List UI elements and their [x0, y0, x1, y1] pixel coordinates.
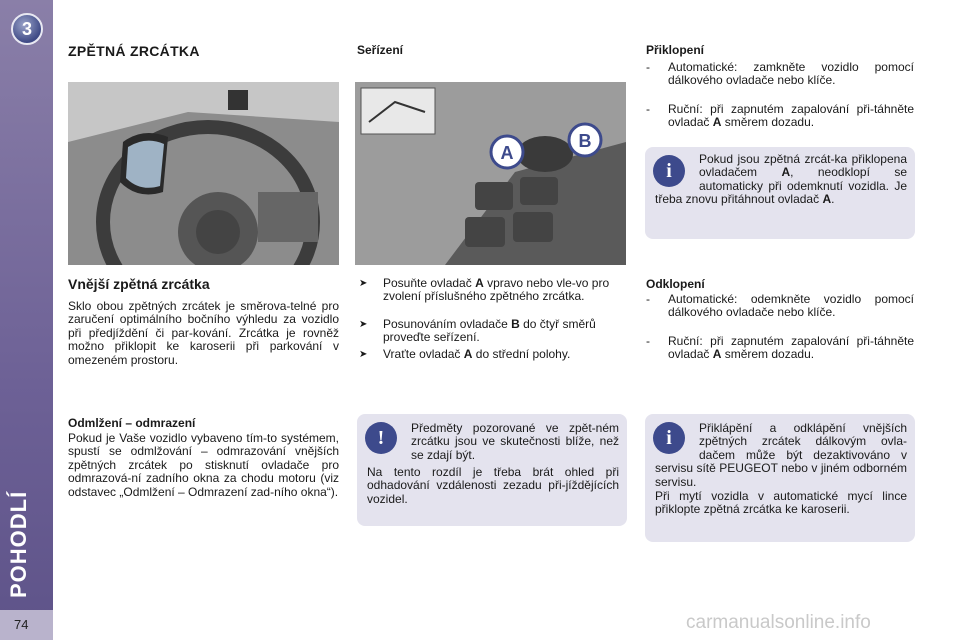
info-icon: i	[653, 422, 685, 454]
info2-text-1: Přiklápění a odklápění vnějších zpětných zrcátek dálkovým ovla-dačem může být dezaktivováno v servisu sítě PEUGEOT nebo v jiném odborném servisu.	[655, 421, 907, 489]
section-title: Vnější zpětná zrcátka	[68, 276, 210, 292]
arrow-bullet-icon: ➤	[359, 278, 368, 289]
arrow-bullet-icon: ➤	[359, 349, 368, 360]
unfold-item-manual: - Ruční: při zapnutém zapalování při-táhněte ovladač A směrem dozadu.	[646, 334, 914, 362]
step-1: ➤ Posuňte ovladač A vpravo nebo vle-vo pro zvolení příslušného zpětného zrcátka.	[359, 276, 610, 304]
fold-item-manual: - Ruční: při zapnutém zapalování při-táhněte ovladač A směrem dozadu.	[646, 102, 914, 130]
door-control-illustration	[355, 82, 626, 265]
warning-exclamation-icon: !	[365, 422, 397, 454]
fold-title: Přiklopení	[646, 43, 705, 57]
step-3: ➤ Vraťte ovladač A do střední polohy.	[359, 347, 571, 361]
chapter-badge: 3	[11, 13, 43, 45]
chapter-sidebar	[0, 0, 53, 640]
warning-box	[357, 414, 627, 526]
page-number: 74	[0, 610, 53, 640]
step-2: ➤ Posunováním ovladače B do čtyř směrů proveďte seřízení.	[359, 317, 596, 345]
control-photo	[355, 82, 626, 265]
chapter-title: POHODLÍ	[6, 490, 31, 598]
defrost-title: Odmlžení – odmrazení	[68, 416, 196, 430]
label-a: A	[500, 143, 514, 163]
defrost-text: Pokud je Vaše vozidlo vybaveno tím-to systémem, spustí se odmlžování – odmrazování vnějších zpětných zrcátek po stisknutí ovladače pro odmrazová-ní zadního okna za chodu motoru (viz odstavec „Odmlžení – Odmrazení zad-ního okna“).	[68, 431, 339, 499]
info2-text-2: Při mytí vozidla v automatické mycí lince přiklopte zpětná zrcátka ke karoserii.	[655, 489, 907, 517]
unfold-item-auto: - Automatické: odemkněte vozidlo pomocí dálkového ovladače nebo klíče.	[646, 292, 914, 320]
info-box-1	[645, 147, 915, 239]
page-title: ZPĚTNÁ ZRCÁTKA	[68, 43, 200, 59]
warning-text-1: Předměty pozorované ve zpět-ném zrcátku jsou ve skutečnosti blíže, než se zdají být.	[411, 421, 619, 462]
fold-item-auto: - Automatické: zamkněte vozidlo pomocí dálkového ovladače nebo klíče.	[646, 60, 914, 88]
unfold-title: Odklopení	[646, 277, 705, 291]
info-box-2	[645, 414, 915, 542]
arrow-bullet-icon: ➤	[359, 319, 368, 330]
dashboard-illustration	[68, 82, 339, 265]
section-text: Sklo obou zpětných zrcátek je směrova-telné pro zaručení optimálního bočního výhledu za vozidlo při předjíždění či par-kování. Zrcátka je rovněž možno přiklopit ke karoserii při parkování v omezeném prostoru.	[68, 299, 339, 367]
dashboard-photo	[68, 82, 339, 265]
info-text-1: Pokud jsou zpětná zrcát-ka přiklopena ovladačem A, neodklopí se automaticky při odemknutí vozidla. Je třeba znovu přitáhnout ovladač A.	[655, 152, 907, 207]
label-b: B	[578, 131, 592, 151]
info-icon: i	[653, 155, 685, 187]
watermark: carmanualsonline.info	[686, 612, 871, 633]
adjust-title: Seřízení	[357, 43, 404, 57]
warning-text-2: Na tento rozdíl je třeba brát ohled při odhadování vzdálenosti zezadu při-jíždějících vozidel.	[367, 465, 619, 506]
